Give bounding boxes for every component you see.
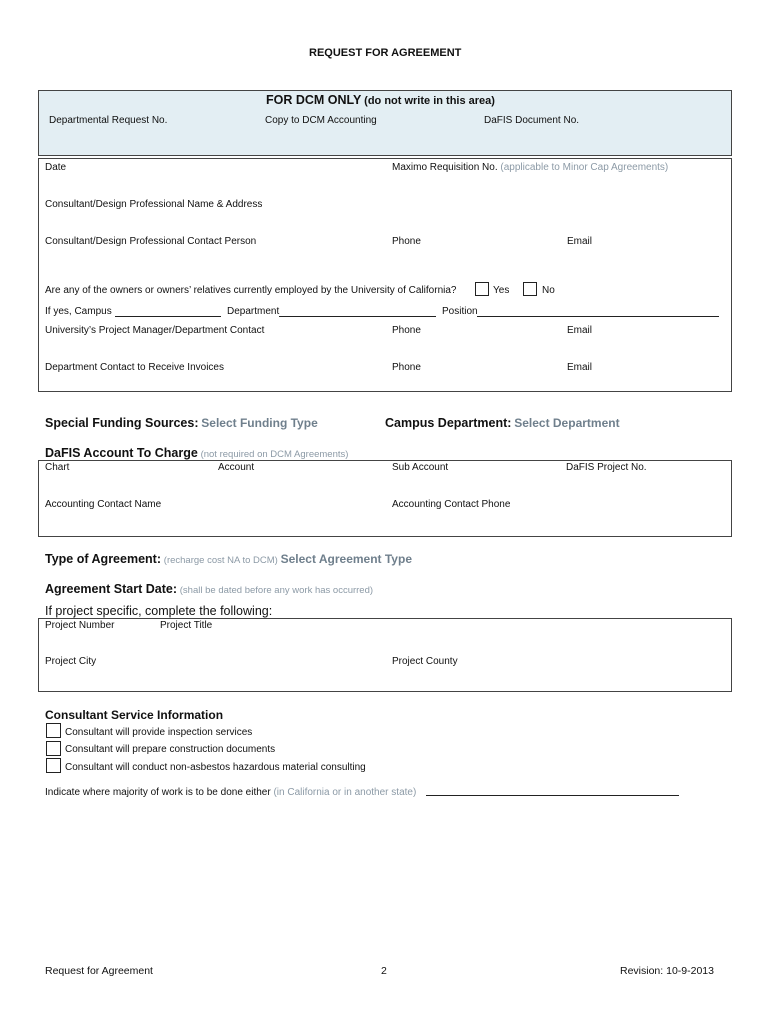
hazmat-consulting-checkbox[interactable] — [46, 758, 61, 773]
work-location-label: Indicate where majority of work is to be done either — [45, 787, 271, 798]
dafis-project-no-field: DaFIS Project No. — [566, 462, 647, 473]
position-label: Position — [442, 306, 478, 317]
agreement-type-select[interactable]: Select Agreement Type — [280, 552, 412, 566]
maximo-note: (applicable to Minor Cap Agreements) — [500, 162, 669, 173]
inspection-services-label: Consultant will provide inspection services — [65, 727, 253, 738]
dcm-heading-text: FOR DCM ONLY — [266, 93, 362, 107]
account-field: Account — [218, 462, 255, 473]
footer-form-name: Request for Agreement — [45, 965, 153, 977]
owners-question: Are any of the owners or owners’ relatives currently employed by the University of California? — [45, 285, 457, 296]
inspection-services-checkbox[interactable] — [46, 723, 61, 738]
project-title-field: Project Title — [160, 620, 213, 631]
special-funding-row — [45, 416, 318, 430]
consultant-phone-field: Phone — [392, 236, 421, 247]
dcm-only-box — [38, 90, 732, 156]
campus-input-line[interactable] — [115, 316, 221, 317]
work-location-input-line[interactable] — [426, 795, 679, 796]
department-label: Department — [227, 306, 280, 317]
construction-docs-checkbox[interactable] — [46, 741, 61, 756]
campus-department-row — [385, 416, 620, 430]
project-number-field: Project Number — [45, 620, 115, 631]
project-heading: If project specific, complete the following: — [45, 604, 273, 618]
department-input-line[interactable] — [279, 316, 436, 317]
campus-department-select[interactable]: Select Department — [514, 416, 620, 430]
project-box — [38, 618, 732, 692]
campus-department-label: Campus Department: — [385, 416, 512, 430]
service-heading: Consultant Service Information — [45, 708, 224, 722]
maximo-field — [392, 162, 668, 173]
work-location-row — [45, 787, 416, 798]
agreement-type-label: Type of Agreement: — [45, 552, 161, 566]
date-field: Date — [45, 162, 67, 173]
sub-account-field: Sub Account — [392, 462, 449, 473]
position-input-line[interactable] — [477, 316, 719, 317]
agreement-start-label: Agreement Start Date: — [45, 582, 177, 596]
dcm-dafis-document-no: DaFIS Document No. — [484, 115, 580, 126]
work-location-note: (in California or in another state) — [273, 787, 417, 798]
dafis-heading — [45, 446, 348, 460]
footer-revision: Revision: 10-9-2013 — [620, 965, 714, 977]
project-city-field: Project City — [45, 656, 97, 667]
dcm-heading — [266, 93, 495, 107]
no-label: No — [542, 285, 555, 296]
dafis-label: DaFIS Account To Charge — [45, 446, 198, 460]
hazmat-consulting-label: Consultant will conduct non-asbestos hazardous material consulting — [65, 762, 366, 773]
agreement-start-row — [45, 582, 373, 596]
funding-type-select[interactable]: Select Funding Type — [201, 416, 318, 430]
special-funding-label: Special Funding Sources: — [45, 416, 199, 430]
yes-checkbox[interactable] — [475, 282, 489, 296]
chart-field: Chart — [45, 462, 70, 473]
dcm-copy-to-accounting: Copy to DCM Accounting — [265, 115, 377, 126]
yes-label: Yes — [493, 285, 510, 296]
if-yes-campus-label: If yes, Campus — [45, 306, 112, 317]
page-title: REQUEST FOR AGREEMENT — [309, 47, 462, 59]
maximo-label: Maximo Requisition No. — [392, 162, 498, 173]
accounting-phone-field: Accounting Contact Phone — [392, 499, 511, 510]
footer-page-number: 2 — [381, 965, 387, 977]
project-manager-phone: Phone — [392, 325, 421, 336]
agreement-start-note: (shall be dated before any work has occurred) — [179, 585, 374, 596]
consultant-email-field: Email — [567, 236, 593, 247]
construction-docs-label: Consultant will prepare construction documents — [65, 744, 276, 755]
no-checkbox[interactable] — [523, 282, 537, 296]
consultant-name-field: Consultant/Design Professional Name & Address — [45, 199, 263, 210]
project-manager-field: University’s Project Manager/Department Contact — [45, 325, 265, 336]
invoices-contact-email: Email — [567, 362, 593, 373]
dafis-note: (not required on DCM Agreements) — [200, 449, 349, 460]
invoices-contact-field: Department Contact to Receive Invoices — [45, 362, 224, 373]
invoices-contact-phone: Phone — [392, 362, 421, 373]
accounting-contact-field: Accounting Contact Name — [45, 499, 162, 510]
agreement-type-note: (recharge cost NA to DCM) — [163, 555, 278, 566]
dcm-departmental-request-no: Departmental Request No. — [49, 115, 168, 126]
project-county-field: Project County — [392, 656, 458, 667]
dcm-heading-note: (do not write in this area) — [364, 95, 495, 107]
request-details-box — [38, 158, 732, 392]
consultant-contact-field: Consultant/Design Professional Contact Person — [45, 236, 257, 247]
agreement-type-row — [45, 552, 412, 566]
project-manager-email: Email — [567, 325, 593, 336]
